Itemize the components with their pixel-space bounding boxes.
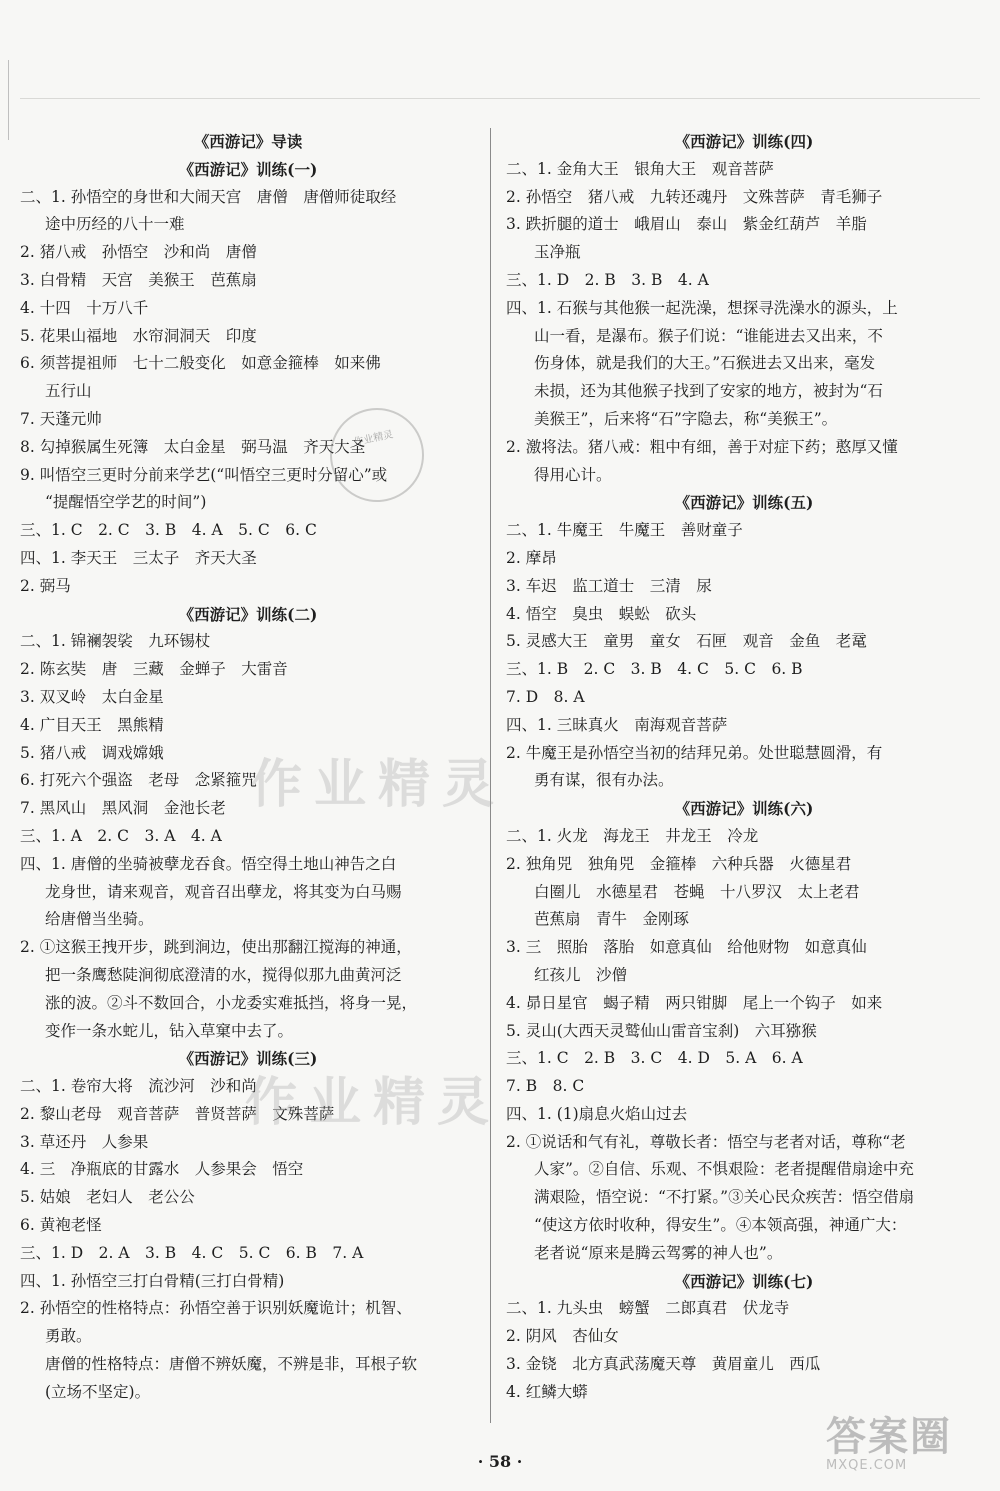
answer-line: 唐僧的性格特点：唐僧不辨妖魔，不辨是非，耳根子软 xyxy=(45,1355,418,1374)
answer-line: 3. 草还丹 人参果 xyxy=(20,1132,149,1151)
answer-line: 三、1. D 2. B 3. B 4. A xyxy=(506,270,709,289)
answer-line: 5. 姑娘 老妇人 老公公 xyxy=(20,1188,195,1207)
answer-line: 4. 昴日星官 蝎子精 两只钳脚 尾上一个钩子 如来 xyxy=(506,993,883,1012)
answer-line: 4. 十四 十万八千 xyxy=(20,298,149,317)
scan-margin-mark xyxy=(8,60,9,140)
answer-line: 5. 猪八戒 调戏嫦娥 xyxy=(20,743,164,762)
section-heading: 《西游记》训练(二) xyxy=(178,604,318,624)
answer-line: 3. 车迟 监工道士 三清 尿 xyxy=(506,576,712,595)
answer-line: 2. 弼马 xyxy=(20,576,71,595)
answer-line: 5. 花果山福地 水帘洞洞天 印度 xyxy=(20,326,257,345)
answer-line: 老者说“原来是腾云驾雾的神人也”。 xyxy=(534,1243,783,1262)
answer-line: 涨的波。②斗不数回合，小龙委实难抵挡，将身一晃， xyxy=(45,993,418,1012)
answer-line: 4. 红鳞大蟒 xyxy=(506,1382,588,1401)
answer-line: 途中历经的八十一难 xyxy=(45,215,185,234)
answer-line: 2. ①说话和气有礼，尊敬长者：悟空与老者对话，尊称“老 xyxy=(506,1132,906,1151)
answer-line: 四、1. 李天王 三太子 齐天大圣 xyxy=(20,548,257,567)
answer-line: 白圈儿 水德星君 苍蝇 十八罗汉 太上老君 xyxy=(534,882,860,901)
answer-line: 2. 阴风 杏仙女 xyxy=(506,1327,619,1346)
answer-line: 红孩儿 沙僧 xyxy=(534,965,628,984)
answer-line: 把一条鹰愁陡涧彻底澄清的水，搅得似那九曲黄河泛 xyxy=(45,965,402,984)
section-heading: 《西游记》训练(六) xyxy=(674,799,814,819)
answer-line: 6. 黄袍老怪 xyxy=(20,1216,102,1235)
answer-line: 美猴王”，后来将“石”字隐去，称“美猴王”。 xyxy=(534,409,838,428)
answer-line: 2. 摩昂 xyxy=(506,548,557,567)
section-heading: 《西游记》训练(一) xyxy=(178,159,318,179)
answer-line: 二、1. 金角大王 银角大王 观音菩萨 xyxy=(506,159,774,178)
answer-line: 9. 叫悟空三更时分前来学艺(“叫悟空三更时分留心”或 xyxy=(20,465,388,484)
section-heading: 《西游记》训练(四) xyxy=(674,132,814,151)
logo-url: MXQE.COM xyxy=(826,1458,908,1473)
answer-line: 7. B 8. C xyxy=(506,1077,585,1096)
answer-line: 2. 孙悟空 猪八戒 九转还魂丹 文殊菩萨 青毛狮子 xyxy=(506,187,883,206)
answer-line: 5. 灵山(大西天灵鹫仙山雷音宝刹) 六耳猕猴 xyxy=(506,1021,817,1040)
answer-line: 二、1. 牛魔王 牛魔王 善财童子 xyxy=(506,521,743,540)
answer-line: 勇敢。 xyxy=(45,1327,92,1346)
answer-line: 玉净瓶 xyxy=(534,243,581,262)
answer-line: 变作一条水蛇儿，钻入草窠中去了。 xyxy=(45,1021,294,1040)
section-heading: 《西游记》训练(三) xyxy=(178,1049,318,1069)
section-heading: 《西游记》导读 xyxy=(193,132,303,151)
answer-line: 8. 勾掉猴属生死簿 太白金星 弼马温 齐天大圣 xyxy=(20,437,366,456)
answer-line: 2. 激将法。猪八戒：粗中有细，善于对症下药；憨厚又懂 xyxy=(506,437,898,456)
answer-line: 2. 孙悟空的性格特点：孙悟空善于识别妖魔诡计；机智、 xyxy=(20,1299,412,1318)
answer-line: 2. 陈玄奘 唐 三藏 金蝉子 大雷音 xyxy=(20,660,288,679)
answer-line: 芭蕉扇 青牛 金刚琢 xyxy=(534,910,690,929)
answer-line: 三、1. A 2. C 3. A 4. A xyxy=(20,826,222,845)
answer-line: 4. 三 净瓶底的甘露水 人参果会 悟空 xyxy=(20,1160,304,1179)
right-column xyxy=(506,128,982,1407)
watermark: 作业精灵 xyxy=(245,1073,502,1133)
answer-line: 6. 打死六个强盗 老母 念紧箍咒 xyxy=(20,771,257,790)
answer-line: 四、1. 唐僧的坐骑被孽龙吞食。悟空得土地山神告之白 xyxy=(20,854,397,873)
answer-line: 2. ①这猴王拽开步，跳到涧边，使出那翻江搅海的神通， xyxy=(20,938,412,957)
answer-line: 7. D 8. A xyxy=(506,687,585,706)
logo-text: 答案圈 xyxy=(826,1414,952,1460)
header-rule xyxy=(20,98,980,99)
answer-line: 五行山 xyxy=(45,382,92,401)
answer-line: 5. 灵感大王 童男 童女 石匣 观音 金鱼 老鼋 xyxy=(506,632,867,651)
answer-line: 2. 独角兕 独角兕 金箍棒 六种兵器 火德星君 xyxy=(506,854,852,873)
answer-line: 2. 牛魔王是孙悟空当初的结拜兄弟。处世聪慧圆滑，有 xyxy=(506,743,883,762)
answer-line: 3. 白骨精 天宫 美猴王 芭蕉扇 xyxy=(20,270,257,289)
answer-line: 4. 广目天王 黑熊精 xyxy=(20,715,164,734)
answer-line: 6. 须菩提祖师 七十二般变化 如意金箍棒 如来佛 xyxy=(20,354,381,373)
answer-line: 2. 黎山老母 观音菩萨 普贤菩萨 文殊菩萨 xyxy=(20,1104,335,1123)
answer-line: “使这方依时收种，得安生”。④本领高强，神通广大： xyxy=(534,1216,907,1235)
answer-line: 四、1. (1)扇息火焰山过去 xyxy=(506,1104,688,1123)
answer-line: 三、1. C 2. C 3. B 4. A 5. C 6. C xyxy=(20,521,317,540)
answer-line: “提醒悟空学艺的时间”) xyxy=(45,493,207,512)
answer-line: 7. 黑风山 黑风洞 金池长老 xyxy=(20,799,226,818)
answer-line: 二、1. 卷帘大将 流沙河 沙和尚 xyxy=(20,1077,257,1096)
answer-line: 三、1. D 2. A 3. B 4. C 5. C 6. B 7. A xyxy=(20,1243,364,1262)
answer-line: 3. 金铙 北方真武荡魔天尊 黄眉童儿 西瓜 xyxy=(506,1355,821,1374)
answer-line: 二、1. 孙悟空的身世和大闹天宫 唐僧 唐僧师徒取经 xyxy=(20,187,397,206)
answer-line: 二、1. 九头虫 螃蟹 二郎真君 伏龙寺 xyxy=(506,1299,790,1318)
page-number: · 58 · xyxy=(477,1452,523,1471)
answer-line: 4. 悟空 臭虫 蜈蚣 砍头 xyxy=(506,604,697,623)
answer-line: 得用心计。 xyxy=(534,465,612,484)
answer-line: 二、1. 火龙 海龙王 井龙王 冷龙 xyxy=(506,826,759,845)
answer-line: 三、1. C 2. B 3. C 4. D 5. A 6. A xyxy=(506,1049,803,1068)
section-heading: 《西游记》训练(七) xyxy=(674,1271,814,1291)
answer-line: 7. 天蓬元帅 xyxy=(20,409,102,428)
answer-line: 龙身世，请来观音，观音召出孽龙，将其变为白马赐 xyxy=(45,882,402,901)
answer-line: 四、1. 三昧真火 南海观音菩萨 xyxy=(506,715,728,734)
answer-line: 给唐僧当坐骑。 xyxy=(45,910,154,929)
answer-line: 三、1. B 2. C 3. B 4. C 5. C 6. B xyxy=(506,660,803,679)
answer-line: 二、1. 锦襕袈裟 九环锡杖 xyxy=(20,632,211,651)
watermark: 作业精灵 xyxy=(250,755,507,815)
section-heading: 《西游记》训练(五) xyxy=(674,493,814,513)
answer-line: 3. 三 照胎 落胎 如意真仙 给他财物 如意真仙 xyxy=(506,938,867,957)
answer-line: 山一看，是瀑布。猴子们说：“谁能进去又出来，不 xyxy=(534,326,883,345)
answer-line: 四、1. 孙悟空三打白骨精(三打白骨精) xyxy=(20,1271,285,1290)
answer-line: 未损，还为其他猴子找到了安家的地方，被封为“石 xyxy=(534,382,883,401)
answer-line: 满艰险，悟空说：“不打紧。”③关心民众疾苦：悟空借扇 xyxy=(534,1188,915,1207)
stamp-text: 作业精灵 xyxy=(352,429,395,449)
answer-line: 3. 双叉岭 太白金星 xyxy=(20,687,164,706)
answer-line: (立场不坚定)。 xyxy=(45,1382,151,1401)
answer-line: 伤身体，就是我们的大王。”石猴进去又出来，毫发 xyxy=(534,354,876,373)
answer-line: 人家”。②自信、乐观、不惧艰险：老者提醒借扇途中充 xyxy=(534,1160,914,1179)
site-logo xyxy=(826,1405,986,1481)
answer-line: 3. 跌折腿的道士 峨眉山 泰山 紫金红葫芦 羊脂 xyxy=(506,215,867,234)
answer-line: 勇有谋，很有办法。 xyxy=(534,771,674,790)
answer-line: 2. 猪八戒 孙悟空 沙和尚 唐僧 xyxy=(20,243,257,262)
answer-line: 四、1. 石猴与其他猴一起洗澡，想探寻洗澡水的源头，上 xyxy=(506,298,898,317)
